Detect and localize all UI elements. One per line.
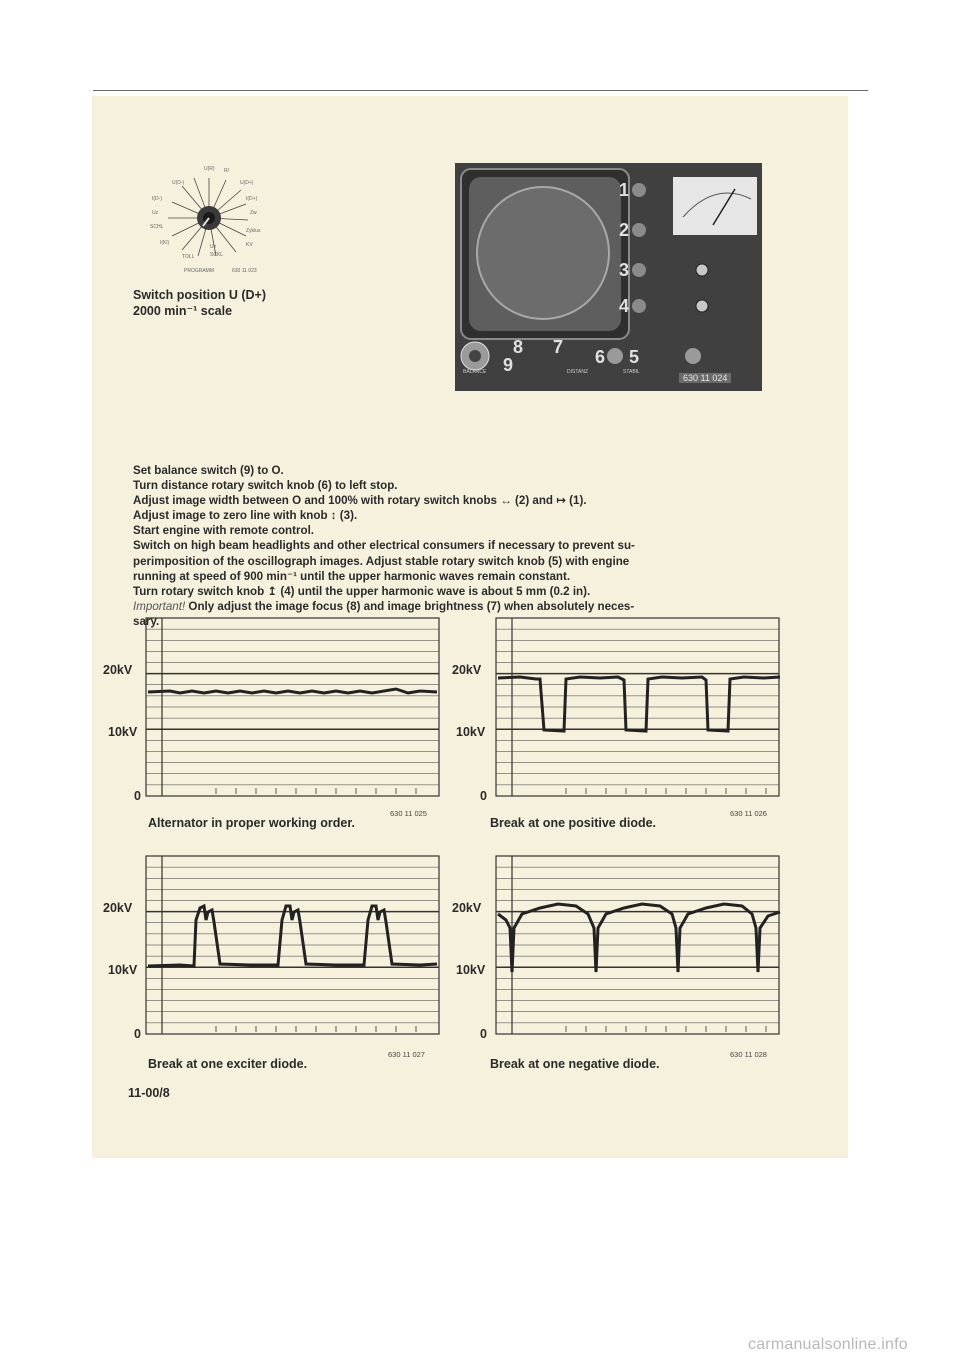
watermark: carmanualsonline.info — [748, 1336, 908, 1353]
dial-label: SCKL — [210, 252, 224, 258]
dial-label: U(D-) — [172, 180, 185, 186]
dial-label: SCHL — [150, 224, 164, 230]
program-dial-figure — [146, 160, 276, 278]
instruction-line: Turn rotary switch knob ↥ (4) until the upper harmonic wave is about 5 mm (0.2 in). — [133, 584, 591, 598]
instruction-line: Switch on high beam headlights and other electrical consumers if necessary to prevent su- — [133, 539, 635, 553]
dial-label: U(R) — [204, 166, 215, 172]
figure-number: 630 11 025 — [390, 809, 427, 818]
dial-label: U(D+) — [240, 180, 254, 186]
caption-line: 2000 min⁻¹ scale — [133, 304, 233, 318]
dial-label: Uz — [152, 210, 159, 216]
important-text: Only adjust the image focus (8) and image brightness (7) when absolutely neces- — [185, 599, 635, 613]
y-label-10kv: 10kV — [456, 725, 486, 739]
waveform-trace — [498, 677, 780, 731]
knob-number: 8 — [513, 337, 524, 357]
y-label-20kv: 20kV — [452, 663, 482, 677]
instruction-line: perimposition of the oscillograph images. Adjust stable rotary switch knob (5) with engine — [133, 554, 630, 568]
instruction-line: Turn distance rotary switch knob (6) to left stop. — [133, 479, 398, 493]
y-label-zero: 0 — [134, 789, 141, 803]
scope-grid — [146, 856, 439, 1034]
dial-label: I(Kl) — [160, 240, 170, 246]
instruction-line: Set balance switch (9) to O. — [133, 464, 284, 477]
oscillogram-caption: Break at one exciter diode. — [148, 1057, 308, 1071]
program-dial-icon — [146, 160, 276, 278]
y-label-zero: 0 — [134, 1027, 141, 1041]
dial-label: Uz — [210, 244, 217, 250]
switch-position-caption — [133, 287, 266, 319]
knob-number: 6 — [595, 347, 606, 367]
figure-number: 630 11 026 — [730, 809, 767, 818]
y-label-10kv: 10kV — [108, 963, 138, 977]
y-label-20kv: 20kV — [103, 901, 133, 915]
knob-number: 3 — [619, 260, 630, 280]
knob-number: 7 — [553, 337, 564, 357]
knob-number: 5 — [629, 347, 640, 367]
y-label-zero: 0 — [480, 789, 487, 803]
dial-label: KV — [246, 242, 253, 248]
oscillogram-caption: Alternator in proper working order. — [148, 816, 355, 830]
oscilloscope-photo — [455, 163, 762, 391]
panel-label: BALANCE — [463, 369, 487, 375]
important-note-continued: sary. — [133, 614, 160, 628]
scope-grid — [146, 618, 439, 796]
knob-number: 1 — [619, 180, 630, 200]
y-label-10kv: 10kV — [108, 725, 138, 739]
y-label-20kv: 20kV — [103, 663, 133, 677]
dial-label: R/ — [224, 168, 229, 174]
oscillogram-exciter-diode-break — [100, 848, 445, 1048]
figure-number: 630 11 023 — [232, 268, 257, 274]
oscillogram-caption: Break at one negative diode. — [490, 1057, 660, 1071]
y-label-20kv: 20kV — [452, 901, 482, 915]
panel-label: DISTANZ — [567, 369, 589, 375]
dial-label: Zw — [250, 210, 257, 216]
y-label-zero: 0 — [480, 1027, 487, 1041]
panel-label: STABIL — [623, 369, 640, 375]
figure-number: 630 11 024 — [679, 373, 731, 383]
instruction-line: Adjust image to zero line with knob ↕ (3). — [133, 509, 358, 523]
caption-line: Switch position U (D+) — [133, 288, 266, 302]
knob-number: 4 — [619, 296, 630, 316]
dial-title: PROGRAMM — [184, 268, 214, 274]
scope-grid — [496, 618, 779, 796]
important-label: Important! — [133, 599, 186, 613]
instruction-line: running at speed of 900 min⁻¹ until the upper harmonic waves remain constant. — [133, 569, 571, 583]
dial-label: I(D+) — [246, 196, 258, 202]
figure-number: 630 11 028 — [730, 1050, 767, 1059]
knob-number: 9 — [503, 355, 514, 375]
waveform-trace — [498, 904, 780, 972]
top-rule — [93, 90, 868, 91]
instruction-text — [133, 463, 773, 629]
waveform-trace — [148, 689, 437, 693]
waveform-trace — [148, 906, 437, 966]
y-label-10kv: 10kV — [456, 963, 486, 977]
dial-label: Zyklus — [246, 228, 261, 234]
oscillogram-negative-diode-break — [440, 848, 785, 1048]
instruction-line: Start engine with remote control. — [133, 524, 315, 538]
oscilloscope-panel-icon — [455, 163, 762, 391]
knob-number: 2 — [619, 220, 630, 240]
instruction-line: Adjust image width between O and 100% with rotary switch knobs ↔ (2) and ↦ (1). — [133, 494, 587, 508]
dial-label: TOLL — [182, 254, 195, 260]
oscillogram-caption: Break at one positive diode. — [490, 816, 657, 830]
page-number: 11-00/8 — [128, 1086, 170, 1100]
scope-grid — [496, 856, 779, 1034]
figure-number: 630 11 027 — [388, 1050, 425, 1059]
oscillogram-alternator-ok — [100, 610, 445, 810]
dial-label: I(D-) — [152, 196, 162, 202]
oscillogram-positive-diode-break — [440, 610, 785, 810]
